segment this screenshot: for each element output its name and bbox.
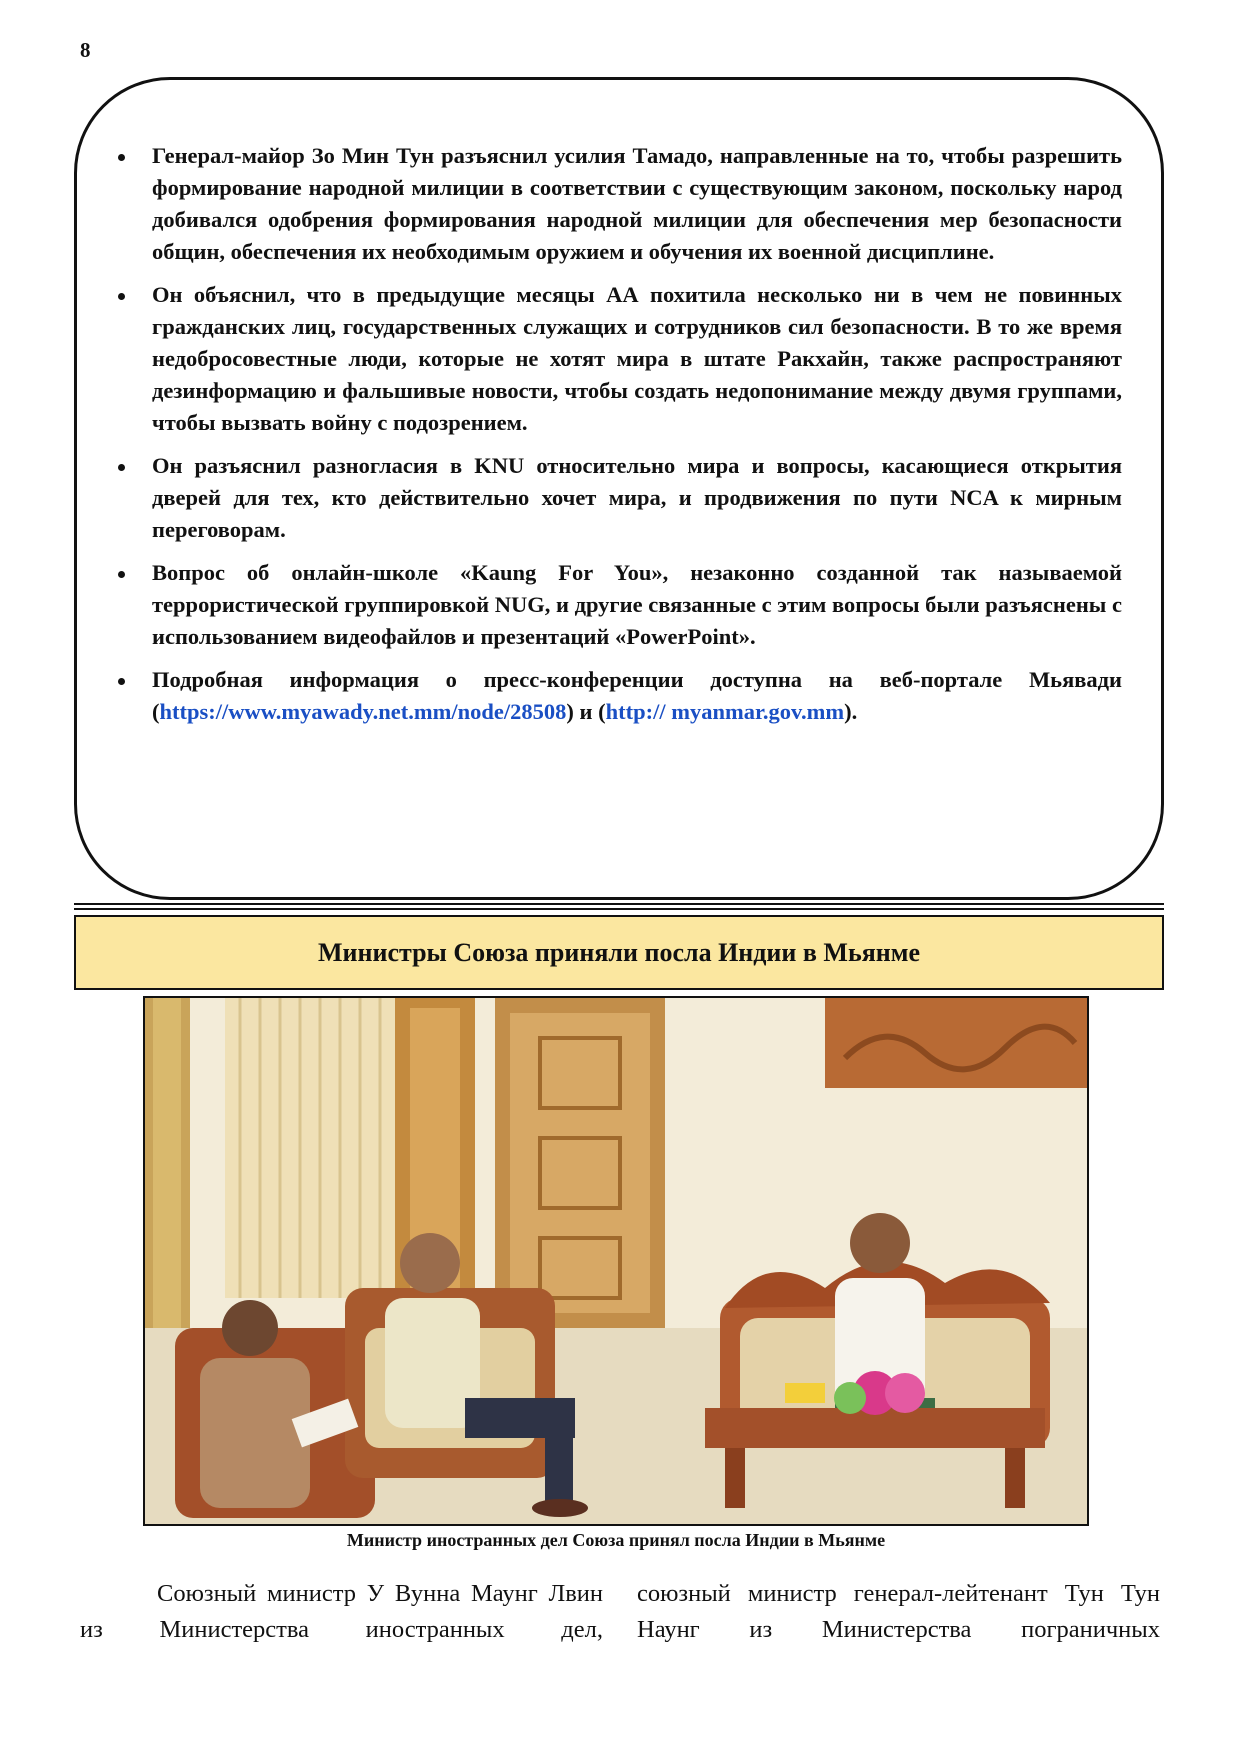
body-column-right: союзный министр генерал-лейтенант Тун Тун Наунг из Министерства пограничных bbox=[637, 1580, 1160, 1643]
section-headline bbox=[74, 915, 1164, 990]
divider-line bbox=[74, 908, 1164, 910]
bullet-item-5 bbox=[152, 664, 1122, 728]
body-column-left: Союзный министр У Вунна Маунг Лвин из Министерства иностранных дел, bbox=[80, 1580, 603, 1643]
page-number: 8 bbox=[80, 38, 91, 62]
bullet-list bbox=[152, 140, 1122, 739]
bullet-item-1: Генерал-майор Зо Мин Тун разъяснил усилия Тамадо, направленные на то, чтобы разрешить формирование народной милиции в соответствии с существующим законом, поскольку народ добивался одобрения формирования народной милиции для обеспечения мер безопасности общин, обеспечения их необходимым оружием и обучения их военной дисциплине. bbox=[152, 140, 1122, 268]
bullet-item-4: Вопрос об онлайн-школе «Kaung For You», незаконно созданной так называемой террористической группировкой NUG, и другие связанные с этим вопросы были разъяснены с использованием видеофайлов и презентаций «PowerPoint». bbox=[152, 557, 1122, 653]
bullet-text: ) и ( bbox=[566, 699, 606, 724]
divider-line bbox=[74, 903, 1164, 905]
photo-caption: Министр иностранных дел Союза принял посла Индии в Мьянме bbox=[346, 1530, 886, 1550]
myanmar-gov-link[interactable]: http:// myanmar.gov.mm bbox=[605, 699, 845, 724]
headline-text: Министры Союза приняли посла Индии в Мьянме bbox=[317, 937, 921, 967]
bullet-item-2: Он объяснил, что в предыдущие месяцы АА похитила несколько ни в чем не повинных гражданских лиц, государственных служащих и сотрудников сил безопасности. В то же время недобросовестные люди, которые не хотят мира в штате Ракхайн, также распространяют дезинформацию и фальшивые новости, чтобы создать недопонимание между двумя группами, чтобы вызвать войну с подозрением. bbox=[152, 279, 1122, 439]
myawady-link[interactable]: https://www.myawady.net.mm/node/28508 bbox=[159, 699, 567, 724]
bullet-item-3: Он разъяснил разногласия в KNU относительно мира и вопросы, касающиеся открытия дверей для тех, кто действительно хочет мира, и продвижения по пути NCA к мирным переговорам. bbox=[152, 450, 1122, 546]
bullet-text: ). bbox=[844, 699, 858, 724]
meeting-photo bbox=[143, 996, 1089, 1526]
bullet-text: Подробная информация о пресс-конференции доступна на веб-портале Мьявади ( bbox=[152, 667, 1122, 724]
